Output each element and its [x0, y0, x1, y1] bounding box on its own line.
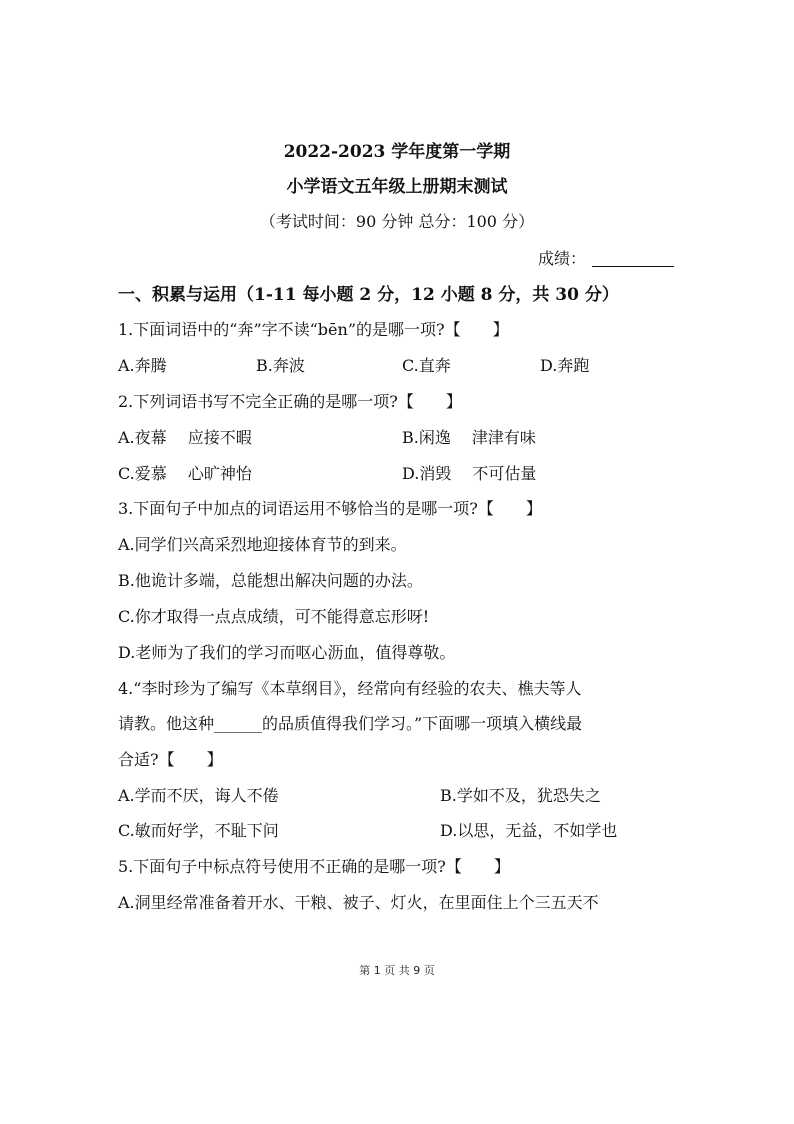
- question-3-option-d: D.老师为了我们的学习而呕心沥血，值得尊敬。: [118, 643, 456, 662]
- question-4-option-a: A.学而不厌，诲人不倦: [118, 786, 279, 805]
- question-2-option-c: C.爱慕 心旷神怡: [118, 464, 252, 483]
- question-3-stem: 3.下面句子中加点的词语运用不够恰当的是哪一项?【 】: [118, 499, 542, 518]
- question-3-option-a: A.同学们兴高采烈地迎接体育节的到来。: [118, 535, 407, 554]
- question-4-option-b: B.学如不及，犹恐失之: [440, 786, 601, 805]
- exam-title-term: 2022-2023 学年度第一学期: [283, 142, 511, 162]
- page-footer: 第 1 页 共 9 页: [359, 964, 435, 977]
- question-1-option-d: D.奔跑: [540, 356, 590, 375]
- question-3-option-b: B.他诡计多端，总能想出解决问题的办法。: [118, 571, 423, 590]
- question-5-option-a: A.洞里经常准备着开水、干粮、被子、灯火，在里面住上个三五天不: [118, 893, 599, 912]
- question-1-option-b: B.奔波: [256, 356, 305, 375]
- question-4-stem-line1: 4.“李时珍为了编写《本草纲目》，经常向有经验的农夫、樵夫等人: [118, 679, 582, 698]
- score-blank[interactable]: [592, 250, 674, 267]
- question-4-stem-line2: 请教。他这种______的品质值得我们学习。”下面哪一项填入横线最: [118, 714, 583, 733]
- question-4-option-d: D.以思，无益，不如学也: [440, 821, 618, 840]
- exam-title-subject: 小学语文五年级上册期末测试: [286, 177, 508, 197]
- question-3-option-c: C.你才取得一点点成绩，可不能得意忘形呀!: [118, 607, 430, 626]
- section-heading: 一、积累与运用（1-11 每小题 2 分，12 小题 8 分，共 30 分）: [118, 285, 619, 305]
- question-2-option-b: B.闲逸 津津有味: [402, 428, 536, 447]
- question-4-stem-line3: 合适?【 】: [118, 750, 223, 769]
- question-2-option-d: D.消毁 不可估量: [402, 464, 537, 483]
- score-label: 成绩：: [538, 249, 587, 268]
- question-4-option-c: C.敏而好学，不耻下问: [118, 821, 279, 840]
- question-1-option-c: C.直奔: [402, 356, 451, 375]
- question-2-stem: 2.下列词语书写不完全正确的是哪一项?【 】: [118, 392, 462, 411]
- question-5-stem: 5.下面句子中标点符号使用不正确的是哪一项?【 】: [118, 857, 510, 876]
- question-1-stem: 1.下面词语中的“奔”字不读“bēn”的是哪一项?【 】: [118, 320, 509, 339]
- question-2-option-a: A.夜幕 应接不暇: [118, 428, 252, 447]
- question-1-option-a: A.奔腾: [118, 356, 167, 375]
- exam-info: （考试时间：90 分钟 总分：100 分）: [259, 212, 535, 231]
- score-field: [538, 249, 674, 269]
